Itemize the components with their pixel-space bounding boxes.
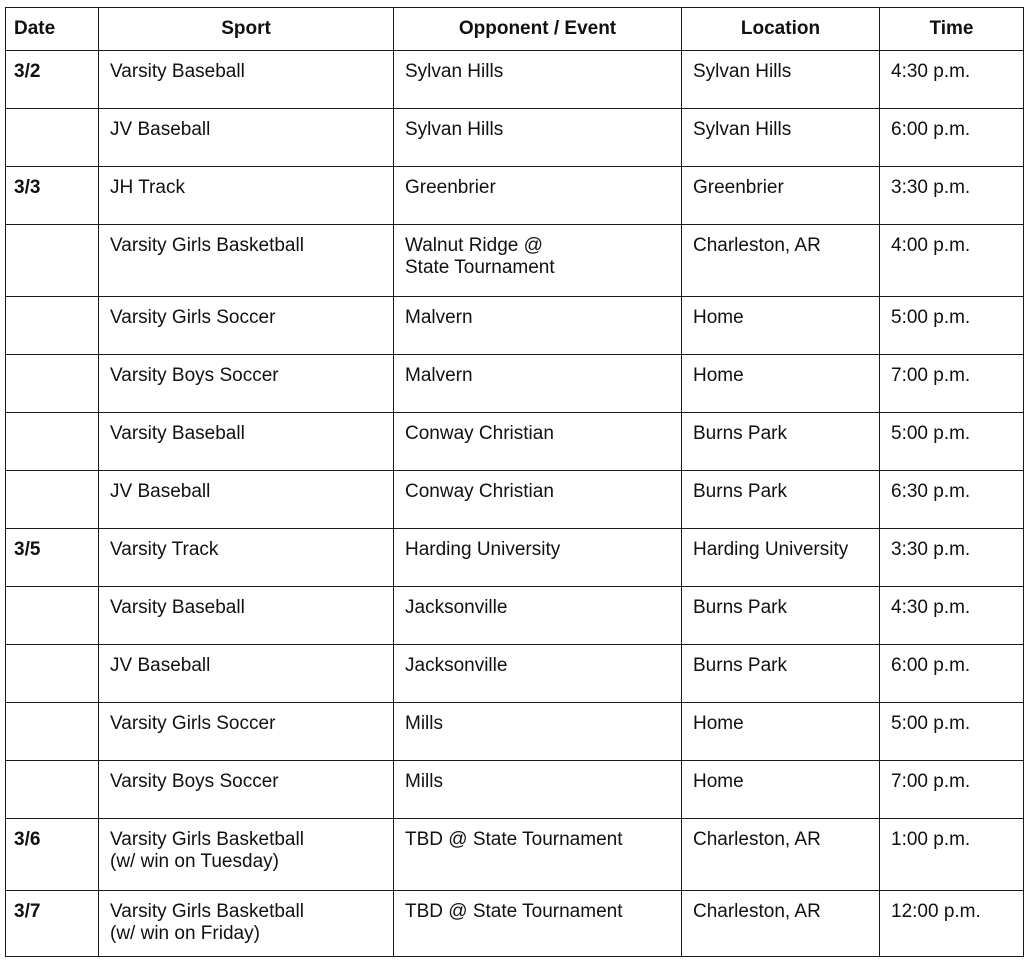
cell-location: Burns Park xyxy=(682,587,880,645)
cell-location: Burns Park xyxy=(682,471,880,529)
cell-location: Harding University xyxy=(682,529,880,587)
cell-location: Home xyxy=(682,761,880,819)
cell-sport: Varsity Boys Soccer xyxy=(99,761,394,819)
cell-location: Burns Park xyxy=(682,645,880,703)
cell-location: Home xyxy=(682,297,880,355)
cell-sport: JV Baseball xyxy=(99,109,394,167)
table-row xyxy=(6,109,1024,167)
cell-opponent: Greenbrier xyxy=(394,167,682,225)
table-row xyxy=(6,297,1024,355)
table-row xyxy=(6,51,1024,109)
cell-opponent: Conway Christian xyxy=(394,471,682,529)
cell-time: 5:00 p.m. xyxy=(880,297,1024,355)
cell-time: 6:00 p.m. xyxy=(880,109,1024,167)
cell-date: 3/3 xyxy=(6,167,99,225)
cell-sport: Varsity Girls Basketball (w/ win on Tuesday) xyxy=(99,819,394,891)
table-row xyxy=(6,471,1024,529)
cell-date: 3/7 xyxy=(6,891,99,957)
column-header-date: Date xyxy=(6,8,99,51)
cell-time: 1:00 p.m. xyxy=(880,819,1024,891)
cell-time: 7:00 p.m. xyxy=(880,761,1024,819)
header-row xyxy=(6,8,1024,51)
column-header-sport: Sport xyxy=(99,8,394,51)
cell-date: 3/6 xyxy=(6,819,99,891)
cell-date xyxy=(6,471,99,529)
table-row xyxy=(6,819,1024,891)
cell-date xyxy=(6,645,99,703)
cell-opponent: Jacksonville xyxy=(394,645,682,703)
cell-date xyxy=(6,703,99,761)
cell-opponent: Sylvan Hills xyxy=(394,51,682,109)
cell-time: 3:30 p.m. xyxy=(880,529,1024,587)
table-row xyxy=(6,761,1024,819)
cell-time: 3:30 p.m. xyxy=(880,167,1024,225)
cell-date xyxy=(6,413,99,471)
table-row xyxy=(6,413,1024,471)
cell-time: 12:00 p.m. xyxy=(880,891,1024,957)
cell-location: Burns Park xyxy=(682,413,880,471)
table-row xyxy=(6,529,1024,587)
cell-opponent: TBD @ State Tournament xyxy=(394,891,682,957)
cell-opponent: Malvern xyxy=(394,355,682,413)
cell-sport: Varsity Girls Basketball xyxy=(99,225,394,297)
cell-time: 5:00 p.m. xyxy=(880,413,1024,471)
cell-location: Home xyxy=(682,703,880,761)
cell-sport: JV Baseball xyxy=(99,645,394,703)
column-header-location: Location xyxy=(682,8,880,51)
cell-location: Home xyxy=(682,355,880,413)
cell-location: Sylvan Hills xyxy=(682,109,880,167)
cell-opponent: Harding University xyxy=(394,529,682,587)
cell-time: 4:00 p.m. xyxy=(880,225,1024,297)
cell-date xyxy=(6,761,99,819)
cell-sport: Varsity Track xyxy=(99,529,394,587)
table-row xyxy=(6,225,1024,297)
cell-date xyxy=(6,355,99,413)
cell-opponent: Conway Christian xyxy=(394,413,682,471)
column-header-opponent: Opponent / Event xyxy=(394,8,682,51)
cell-location: Charleston, AR xyxy=(682,819,880,891)
table-row xyxy=(6,703,1024,761)
cell-opponent: Mills xyxy=(394,761,682,819)
cell-sport: Varsity Baseball xyxy=(99,587,394,645)
cell-opponent: Malvern xyxy=(394,297,682,355)
cell-date: 3/5 xyxy=(6,529,99,587)
cell-location: Sylvan Hills xyxy=(682,51,880,109)
cell-sport: Varsity Girls Basketball (w/ win on Friday) xyxy=(99,891,394,957)
cell-opponent: Jacksonville xyxy=(394,587,682,645)
cell-location: Charleston, AR xyxy=(682,891,880,957)
cell-sport: JH Track xyxy=(99,167,394,225)
cell-date xyxy=(6,225,99,297)
cell-location: Greenbrier xyxy=(682,167,880,225)
cell-opponent: TBD @ State Tournament xyxy=(394,819,682,891)
cell-date xyxy=(6,587,99,645)
cell-opponent: Walnut Ridge @ State Tournament xyxy=(394,225,682,297)
cell-date: 3/2 xyxy=(6,51,99,109)
schedule-table xyxy=(5,7,1024,957)
table-row xyxy=(6,891,1024,957)
table-row xyxy=(6,355,1024,413)
cell-time: 6:00 p.m. xyxy=(880,645,1024,703)
cell-opponent: Sylvan Hills xyxy=(394,109,682,167)
table-row xyxy=(6,645,1024,703)
cell-sport: Varsity Girls Soccer xyxy=(99,703,394,761)
cell-time: 6:30 p.m. xyxy=(880,471,1024,529)
table-row xyxy=(6,167,1024,225)
cell-time: 7:00 p.m. xyxy=(880,355,1024,413)
cell-opponent: Mills xyxy=(394,703,682,761)
cell-time: 4:30 p.m. xyxy=(880,51,1024,109)
cell-sport: JV Baseball xyxy=(99,471,394,529)
cell-time: 4:30 p.m. xyxy=(880,587,1024,645)
cell-sport: Varsity Baseball xyxy=(99,51,394,109)
cell-sport: Varsity Baseball xyxy=(99,413,394,471)
column-header-time: Time xyxy=(880,8,1024,51)
cell-location: Charleston, AR xyxy=(682,225,880,297)
table-row xyxy=(6,587,1024,645)
cell-sport: Varsity Girls Soccer xyxy=(99,297,394,355)
cell-sport: Varsity Boys Soccer xyxy=(99,355,394,413)
cell-date xyxy=(6,109,99,167)
cell-date xyxy=(6,297,99,355)
cell-time: 5:00 p.m. xyxy=(880,703,1024,761)
